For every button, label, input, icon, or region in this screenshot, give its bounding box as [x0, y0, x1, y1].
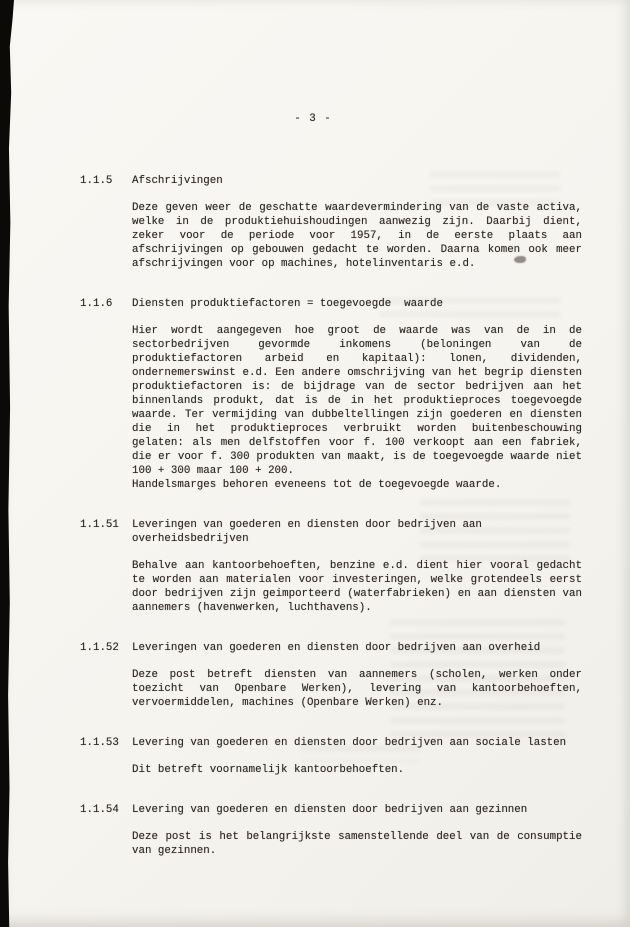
- section-number: 1.1.53: [80, 737, 119, 749]
- section-1-1-51: [80, 518, 582, 615]
- section-number: 1.1.54: [80, 804, 119, 816]
- section-number: 1.1.5: [80, 175, 113, 187]
- paragraph: Behalve aan kantoorbehoeften, benzine e.d. dient hier vooral gedacht te worden aan materialen voor investeringen, welke grotendeels eerst door bedrijven zijn geimporteerd (waterfabrieken) en aan diensten van aannemers (havenwerken, luchthavens).: [132, 560, 582, 614]
- section-title: Leveringen van goederen en diensten door bedrijven aan overheidsbedrijven: [132, 519, 489, 545]
- section-title: Levering van goederen en diensten door bedrijven aan gezinnen: [132, 804, 528, 816]
- section-1-1-6: [80, 297, 582, 492]
- page-number: - 3 -: [294, 113, 332, 125]
- paragraph: Handelsmarges behoren eveneens tot de toegevoegde waarde.: [132, 479, 502, 491]
- paragraph: Dit betreft voornamelijk kantoorbehoeften.: [132, 764, 405, 776]
- section-1-1-53: [80, 736, 582, 777]
- section-1-1-54: [80, 803, 582, 858]
- paragraph: Deze post is het belangrijkste samenstellende deel van de consumptie van gezinnen.: [132, 831, 582, 857]
- section-1-1-5: [80, 174, 582, 271]
- paragraph: Deze post betreft diensten van aannemers (scholen, werken onder toezicht van Openbare Werken), levering van kantoorbehoeften, vervoermiddelen, machines (Openbare Werken) enz.: [132, 669, 582, 709]
- section-number: 1.1.52: [80, 642, 119, 654]
- section-number: 1.1.6: [80, 298, 113, 310]
- section-title: Afschrijvingen: [132, 175, 223, 187]
- section-title: Levering van goederen en diensten door bedrijven aan sociale lasten: [132, 737, 567, 749]
- section-number: 1.1.51: [80, 519, 119, 531]
- paragraph: Hier wordt aangegeven hoe groot de waarde was van de in de sectorbedrijven gevormde inkomens (beloningen van de produktiefactoren arbeid en kapitaal): lonen, dividenden, ondernemerswinst e.d. Een andere omschrijving van het begrip diensten produktiefactoren is: de bijdrage van de sector bedrijven aan het binnenlands produkt, dat is de in het produktieproces toegevoegde waarde. Ter vermijding van dubbeltellingen zijn goederen en diensten die in het produktieproces verbruikt worden buitenbeschouwing gelaten: als men delfstoffen voor f. 100 verkoopt aan een fabriek, die er voor f. 300 produkten van maakt, is de toegevoegde waarde niet 100 + 300 maar 100 + 200.: [132, 325, 582, 477]
- section-title: Leveringen van goederen en diensten door bedrijven aan overheid: [132, 642, 541, 654]
- paragraph: Deze geven weer de geschatte waardevermindering van de vaste activa, welke in de produktiehuishoudingen aanwezig zijn. Daarbij dient, zeker voor de periode voor 1957, in de eerste plaats aan afschrijvingen op gebouwen gedacht te worden. Daarna komen ook meer afschrijvingen voor op machines, hotelinventaris e.d.: [132, 202, 582, 270]
- section-1-1-52: [80, 641, 582, 710]
- section-title: Diensten produktiefactoren = toegevoegde waarde: [132, 298, 444, 310]
